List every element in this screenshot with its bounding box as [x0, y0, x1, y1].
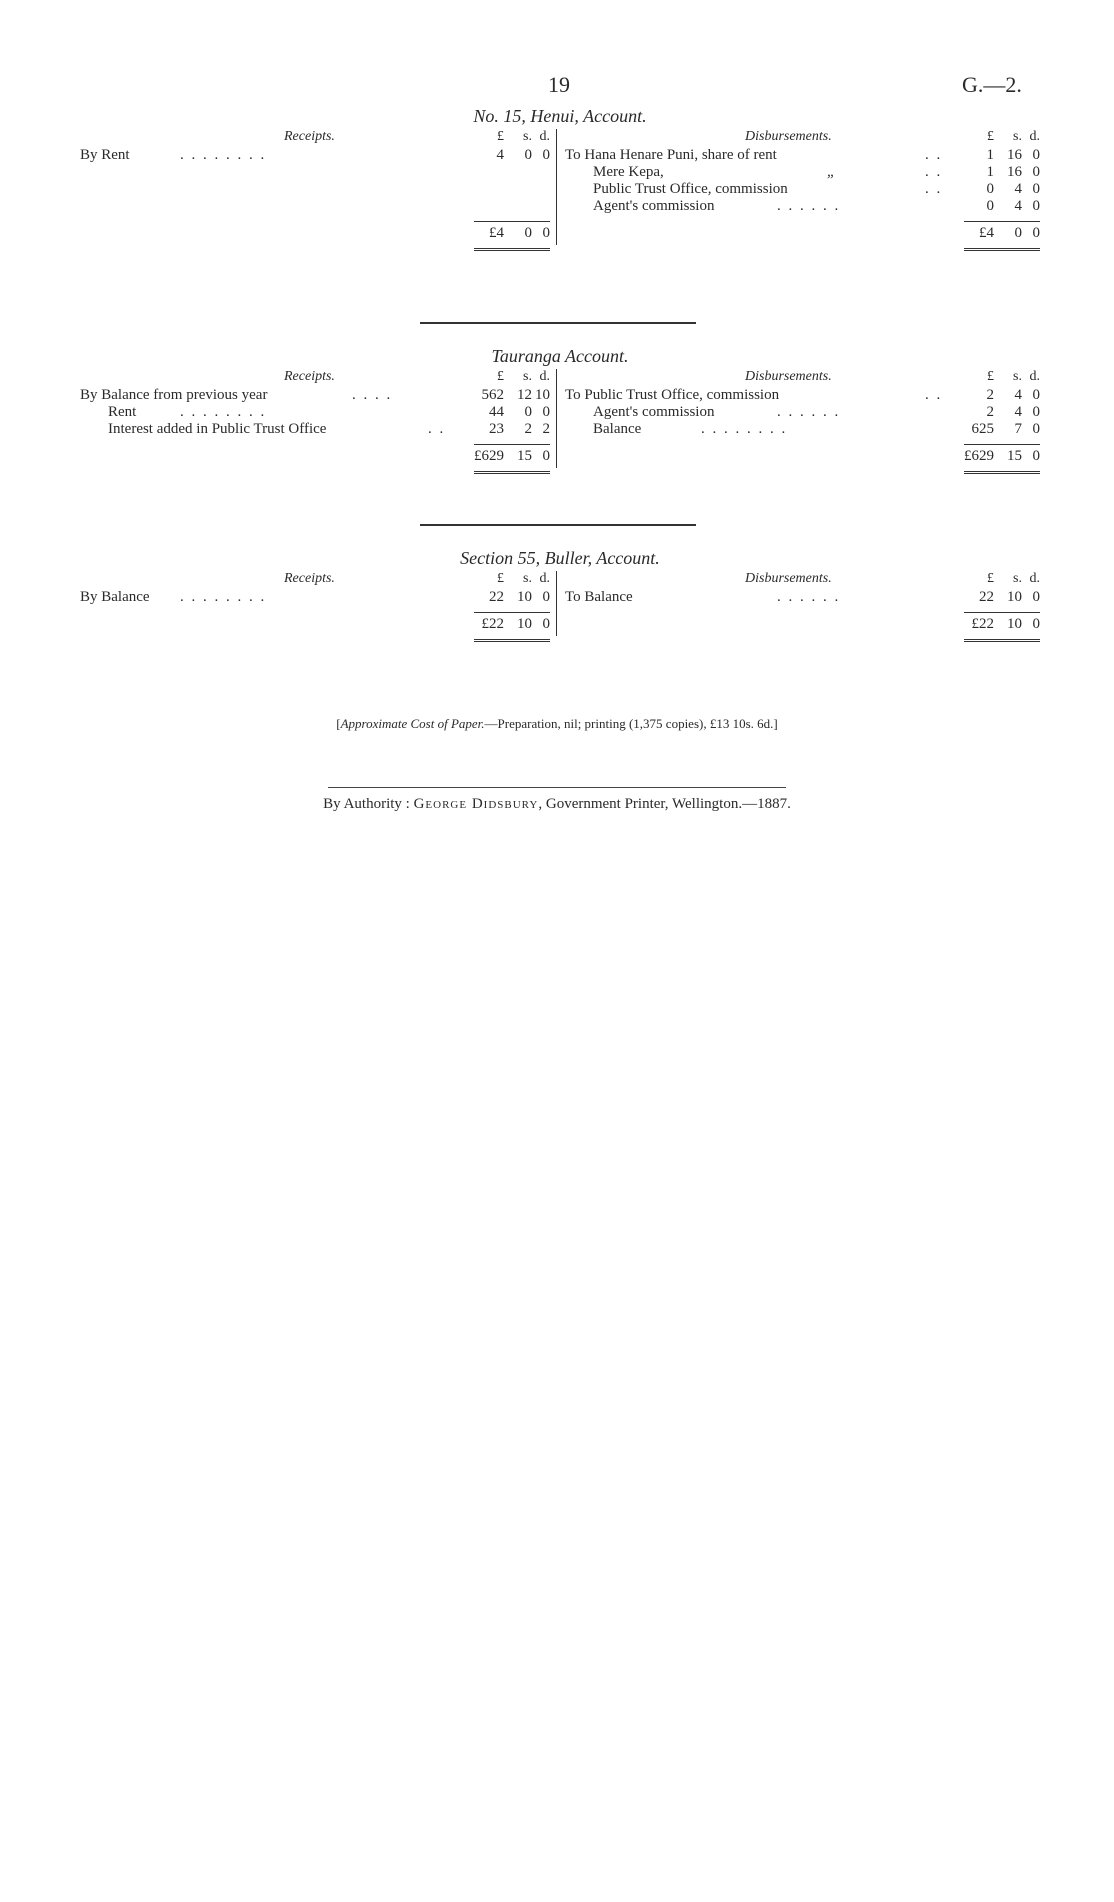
total-shillings: 0 — [1014, 225, 1022, 241]
disbursements-total — [565, 215, 1040, 245]
amount-pounds: 4 — [496, 147, 504, 163]
amount-pence: 0 — [1032, 181, 1040, 197]
amount-shillings: 10 — [517, 589, 532, 605]
amount-pence: 0 — [1032, 387, 1040, 403]
receipts-label: Receipts. — [284, 369, 335, 384]
receipts-total — [80, 438, 556, 468]
amount-pounds: 2 — [986, 404, 994, 420]
shilling-header: s. — [523, 571, 532, 586]
ledger-row — [565, 164, 1040, 181]
total-pounds: £22 — [481, 616, 504, 632]
authority-prefix: By Authority : — [323, 796, 410, 812]
leader-dots: . . . . — [352, 387, 393, 403]
amount-pounds: 562 — [481, 387, 504, 403]
amount-shillings: 12 — [517, 387, 532, 403]
leader-dots: . . . . . . . . — [180, 404, 267, 420]
entry-label: Agent's commission — [593, 404, 715, 420]
amount-shillings: 16 — [1007, 147, 1022, 163]
pound-header: £ — [987, 571, 994, 586]
ledger-row — [565, 147, 1040, 164]
amount-pence: 0 — [1032, 164, 1040, 180]
amount-pence: 0 — [542, 147, 550, 163]
total-pounds: £4 — [489, 225, 504, 241]
pound-header: £ — [497, 571, 504, 586]
ledger-row — [565, 198, 1040, 215]
amount-pence: 0 — [1032, 404, 1040, 420]
amount-shillings: 4 — [1014, 387, 1022, 403]
cost-label: Approximate Cost of Paper. — [340, 716, 485, 731]
entry-label: To Public Trust Office, commission — [565, 387, 780, 403]
amount-shillings: 4 — [1014, 181, 1022, 197]
disbursements-total — [565, 606, 1040, 636]
amount-shillings: 0 — [524, 404, 532, 420]
leader-dots: . . . . . . . . — [701, 421, 788, 437]
henui-account — [80, 106, 1040, 245]
disbursements-label: Disbursements. — [745, 571, 832, 586]
entry-label: Agent's commission — [593, 198, 715, 214]
pence-header: d. — [1029, 129, 1040, 144]
shilling-header: s. — [1013, 369, 1022, 384]
buller-account — [80, 548, 1040, 636]
ledger-row — [80, 147, 556, 164]
amount-shillings: 10 — [1007, 589, 1022, 605]
amount-shillings: 16 — [1007, 164, 1022, 180]
amount-shillings: 2 — [524, 421, 532, 437]
amount-shillings: 0 — [524, 147, 532, 163]
pound-header: £ — [497, 129, 504, 144]
receipts-label: Receipts. — [284, 129, 335, 144]
leader-dots: . . . . . . . . — [180, 147, 267, 163]
disbursements-total — [565, 438, 1040, 468]
receipts-side — [80, 129, 557, 245]
account-title: Tauranga Account. — [491, 346, 629, 366]
entry-label: Mere Kepa, — [593, 164, 664, 180]
section-divider — [420, 322, 696, 324]
amount-pounds: 22 — [979, 589, 994, 605]
total-pounds: £22 — [971, 616, 994, 632]
shilling-header: s. — [523, 129, 532, 144]
cost-text: —Preparation, nil; printing (1,375 copies), £13 10s. 6d. — [484, 716, 774, 731]
total-pence: 0 — [1032, 448, 1040, 464]
amount-pence: 0 — [1032, 198, 1040, 214]
ledger-row — [565, 589, 1040, 606]
total-pence: 0 — [1032, 616, 1040, 632]
printer-authority — [0, 796, 1114, 813]
ledger-row — [565, 181, 1040, 198]
total-shillings: 15 — [1007, 448, 1022, 464]
amount-pence: 10 — [535, 387, 550, 403]
ledger-row — [80, 589, 556, 606]
amount-pence: 0 — [542, 404, 550, 420]
section-divider — [420, 524, 696, 526]
leader-dots: . . — [925, 147, 943, 163]
paper-reference: G.—2. — [962, 72, 1022, 97]
disbursements-label: Disbursements. — [745, 129, 832, 144]
amount-shillings: 4 — [1014, 404, 1022, 420]
ledger-row — [80, 404, 556, 421]
receipts-side — [80, 369, 557, 468]
ledger-row — [565, 404, 1040, 421]
total-shillings: 10 — [1007, 616, 1022, 632]
ledger-row — [80, 421, 556, 438]
pence-header: d. — [539, 129, 550, 144]
receipts-total — [80, 215, 556, 245]
authority-suffix: , Government Printer, Wellington.—1887. — [538, 796, 791, 812]
receipts-side — [80, 571, 557, 636]
pound-header: £ — [987, 129, 994, 144]
receipts-label: Receipts. — [284, 571, 335, 586]
entry-label: Public Trust Office, commission — [593, 181, 788, 197]
amount-pounds: 22 — [489, 589, 504, 605]
total-pounds: £629 — [474, 448, 504, 464]
amount-pence: 0 — [542, 589, 550, 605]
amount-pounds: 1 — [986, 147, 994, 163]
cost-of-paper-note: [Approximate Cost of Paper.—Preparation, nil; printing (1,375 copies), £13 10s. 6d.] — [336, 716, 778, 731]
ledger-row — [80, 387, 556, 404]
total-pence: 0 — [542, 616, 550, 632]
receipts-total — [80, 606, 556, 636]
leader-dots: . . . . . . . . — [180, 589, 267, 605]
entry-label: By Balance — [80, 589, 150, 605]
amount-pounds: 0 — [986, 181, 994, 197]
pound-header: £ — [987, 369, 994, 384]
footer-divider — [328, 787, 786, 788]
pence-header: d. — [1029, 369, 1040, 384]
entry-label: By Rent — [80, 147, 130, 163]
amount-pence: 0 — [1032, 421, 1040, 437]
entry-label: By Balance from previous year — [80, 387, 268, 403]
leader-dots: . . . . . . — [777, 198, 841, 214]
entry-label: To Balance — [565, 589, 633, 605]
total-pounds: £629 — [964, 448, 994, 464]
shilling-header: s. — [523, 369, 532, 384]
amount-pounds: 625 — [971, 421, 994, 437]
pence-header: d. — [539, 571, 550, 586]
tauranga-account — [80, 346, 1040, 468]
amount-shillings: 7 — [1014, 421, 1022, 437]
total-pounds: £4 — [979, 225, 994, 241]
amount-pence: 0 — [1032, 589, 1040, 605]
entry-label: To Hana Henare Puni, share of rent — [565, 147, 777, 163]
shilling-header: s. — [1013, 129, 1022, 144]
pence-header: d. — [1029, 571, 1040, 586]
page-number: 19 — [548, 72, 570, 97]
shilling-header: s. — [1013, 571, 1022, 586]
amount-pounds: 0 — [986, 198, 994, 214]
amount-pence: 2 — [542, 421, 550, 437]
amount-pounds: 1 — [986, 164, 994, 180]
account-title: No. 15, Henui, Account. — [473, 106, 647, 126]
pence-header: d. — [539, 369, 550, 384]
total-pence: 0 — [1032, 225, 1040, 241]
entry-label: Balance — [593, 421, 642, 437]
leader-dots: . . . . . . — [777, 589, 841, 605]
pound-header: £ — [497, 369, 504, 384]
entry-label: Interest added in Public Trust Office — [108, 421, 327, 437]
ditto-mark: „ — [827, 164, 836, 180]
total-pence: 0 — [542, 225, 550, 241]
disbursements-side — [557, 369, 1040, 468]
leader-dots: . . — [925, 387, 943, 403]
printer-name: George Didsbury — [413, 796, 539, 812]
total-shillings: 15 — [517, 448, 532, 464]
account-title: Section 55, Buller, Account. — [460, 548, 660, 568]
total-pence: 0 — [542, 448, 550, 464]
amount-pounds: 23 — [489, 421, 504, 437]
ledger-row — [565, 387, 1040, 404]
disbursements-label: Disbursements. — [745, 369, 832, 384]
disbursements-side — [557, 571, 1040, 636]
disbursements-side — [557, 129, 1040, 245]
leader-dots: . . — [925, 181, 943, 197]
amount-pence: 0 — [1032, 147, 1040, 163]
total-shillings: 10 — [517, 616, 532, 632]
leader-dots: . . . . . . — [777, 404, 841, 420]
total-shillings: 0 — [524, 225, 532, 241]
leader-dots: . . — [428, 421, 446, 437]
leader-dots: . . — [925, 164, 943, 180]
entry-label: Rent — [108, 404, 137, 420]
amount-shillings: 4 — [1014, 198, 1022, 214]
ledger-row — [565, 421, 1040, 438]
amount-pounds: 44 — [489, 404, 504, 420]
amount-pounds: 2 — [986, 387, 994, 403]
